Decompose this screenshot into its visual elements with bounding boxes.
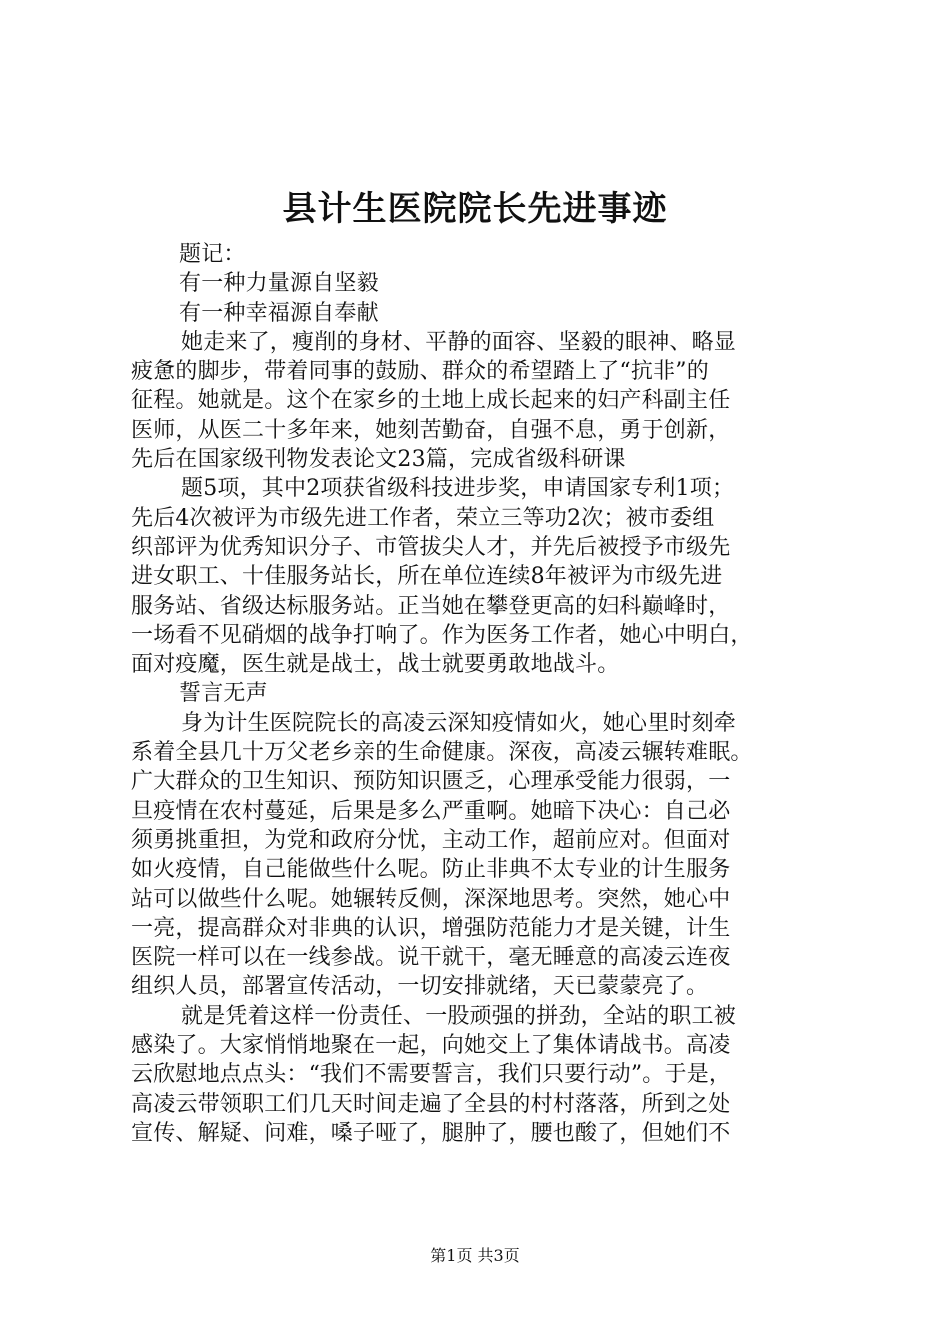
text-line: 站可以做些什么呢。她辗转反侧，深深地思考。突然，她心中 [131, 886, 731, 912]
text-line: 誓言无声 [179, 681, 268, 707]
text-line: 如火疫情，自己能做些什么呢。防止非典不太专业的计生服务 [131, 857, 731, 883]
text-line: 一场看不见硝烟的战争打响了。作为医务工作者，她心中明白， [131, 622, 753, 648]
text-line: 先后在国家级刊物发表论文23篇，完成省级科研课 [131, 447, 626, 473]
text-line: 广大群众的卫生知识、预防知识匮乏，心理承受能力很弱，一 [131, 769, 731, 795]
text-line: 织部评为优秀知识分子、市管拔尖人才，并先后被授予市级先 [131, 534, 731, 560]
text-line: 疲惫的脚步，带着同事的鼓励、群众的希望踏上了“抗非”的 [131, 359, 709, 385]
text-line: 身为计生医院院长的高凌云深知疫情如火，她心里时刻牵 [181, 710, 737, 736]
text-line: 服务站、省级达标服务站。正当她在攀登更高的妇科巅峰时， [131, 593, 731, 619]
text-line: 一亮，提高群众对非典的认识，增强防范能力才是关键，计生 [131, 915, 731, 941]
text-line: 面对疫魔，医生就是战士，战士就要勇敢地战斗。 [131, 652, 620, 678]
document-title: 县计生医院院长先进事迹 [282, 189, 668, 229]
text-line: 医院一样可以在一线参战。说干就干，毫无睡意的高凌云连夜 [131, 945, 731, 971]
document-body [131, 240, 831, 1148]
text-line: 征程。她就是。这个在家乡的土地上成长起来的妇产科副主任 [131, 388, 731, 414]
text-line: 医师，从医二十多年来，她刻苦勤奋，自强不息，勇于创新， [131, 417, 731, 443]
text-line: 就是凭着这样一份责任、一股顽强的拼劲，全站的职工被 [181, 1003, 737, 1029]
text-line: 感染了。大家悄悄地聚在一起，向她交上了集体请战书。高凌 [131, 1033, 731, 1059]
text-line: 宣传、解疑、问难，嗓子哑了，腿肿了，腰也酸了，但她们不 [131, 1120, 731, 1146]
text-line: 有一种力量源自坚毅 [179, 271, 379, 297]
text-line: 先后4次被评为市级先进工作者，荣立三等功2次；被市委组 [131, 505, 715, 531]
text-line: 她走来了，瘦削的身材、平静的面容、坚毅的眼神、略显 [181, 329, 737, 355]
page-footer: 第1页 共3页 [430, 1246, 520, 1265]
text-line: 高凌云带领职工们几天时间走遍了全县的村村落落，所到之处 [131, 1091, 731, 1117]
text-line: 旦疫情在农村蔓延，后果是多么严重啊。她暗下决心：自己必 [131, 798, 731, 824]
text-line: 题5项，其中2项获省级科技进步奖，申请国家专利1项； [181, 476, 735, 502]
text-line: 系着全县几十万父老乡亲的生命健康。深夜，高凌云辗转难眠。 [131, 740, 753, 766]
text-line: 有一种幸福源自奉献 [179, 300, 379, 326]
text-line: 组织人员，部署宣传活动，一切安排就绪，天已蒙蒙亮了。 [131, 974, 709, 1000]
text-line: 须勇挑重担，为党和政府分忧，主动工作，超前应对。但面对 [131, 827, 731, 853]
text-line: 云欣慰地点点头：“我们不需要誓言，我们只要行动”。于是， [131, 1062, 732, 1088]
text-line: 题记： [179, 242, 246, 267]
text-line: 进女职工、十佳服务站长，所在单位连续8年被评为市级先进 [131, 564, 723, 590]
